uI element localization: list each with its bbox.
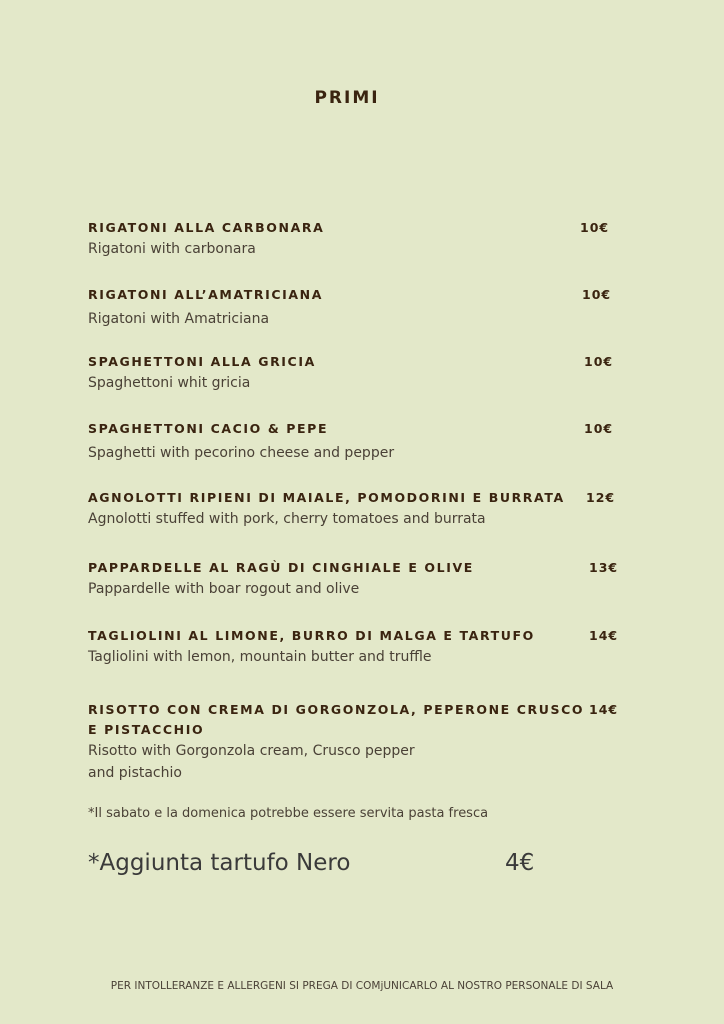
- fresh-pasta-note: *Il sabato e la domenica potrebbe essere servita pasta fresca: [88, 806, 489, 821]
- allergen-footer: PER INTOLLERANZE E ALLERGENI SI PREGA DI COMjUNICARLO AL NOSTRO PERSONALE DI SALA: [110, 980, 614, 992]
- menu-item: [88, 285, 323, 330]
- menu-item-description: Spaghettoni whit gricia: [88, 375, 251, 391]
- menu-item-description-continued: and pistachio: [88, 765, 182, 781]
- menu-item-price: 14€: [589, 628, 619, 643]
- menu-item-name: RIGATONI ALLA CARBONARA: [88, 220, 325, 235]
- menu-item-price: 10€: [584, 421, 614, 436]
- menu-item-name-continued: E PISTACCHIO: [88, 722, 205, 737]
- truffle-addon-price: 4€: [505, 850, 535, 876]
- menu-item-description: Agnolotti stuffed with pork, cherry tomatoes and burrata: [88, 511, 486, 527]
- menu-item-description: Rigatoni with carbonara: [88, 241, 256, 257]
- menu-item-name: PAPPARDELLE AL RAGÙ DI CINGHIALE E OLIVE: [88, 560, 474, 575]
- menu-item-description: Tagliolini with lemon, mountain butter and truffle: [88, 649, 432, 665]
- page-title: PRIMI: [314, 88, 380, 108]
- menu-item-name: AGNOLOTTI RIPIENI DI MAIALE, POMODORINI E BURRATA: [88, 490, 565, 505]
- menu-item-description: Spaghetti with pecorino cheese and pepper: [88, 445, 395, 461]
- menu-item-price: 10€: [584, 354, 614, 369]
- menu-item-description: Risotto with Gorgonzola cream, Crusco pepper: [88, 743, 415, 759]
- menu-item: [88, 218, 324, 260]
- menu-item: [88, 352, 316, 394]
- truffle-addon-label: *Aggiunta tartufo Nero: [88, 850, 351, 876]
- menu-item-price: 14€: [589, 702, 619, 717]
- menu-item-price: 13€: [589, 560, 619, 575]
- menu-item-name: RISOTTO CON CREMA DI GORGONZOLA, PEPERONE CRUSCO: [88, 702, 585, 717]
- menu-item: [88, 626, 535, 668]
- menu-item: [88, 419, 394, 464]
- menu-item-description: Pappardelle with boar rogout and olive: [88, 581, 360, 597]
- menu-item-price: 10€: [582, 287, 612, 302]
- menu-item-name: SPAGHETTONI ALLA GRICIA: [88, 354, 316, 369]
- menu-item-price: 10€: [580, 220, 610, 235]
- menu-item-name: TAGLIOLINI AL LIMONE, BURRO DI MALGA E TARTUFO: [88, 628, 535, 643]
- menu-item-name: RIGATONI ALL’AMATRICIANA: [88, 287, 323, 302]
- menu-item: [88, 700, 584, 784]
- menu-item-price: 12€: [586, 490, 616, 505]
- menu-item-description: Rigatoni with Amatriciana: [88, 311, 270, 327]
- menu-item: [88, 488, 565, 530]
- menu-item-name: SPAGHETTONI CACIO & PEPE: [88, 421, 329, 436]
- menu-item: [88, 558, 474, 600]
